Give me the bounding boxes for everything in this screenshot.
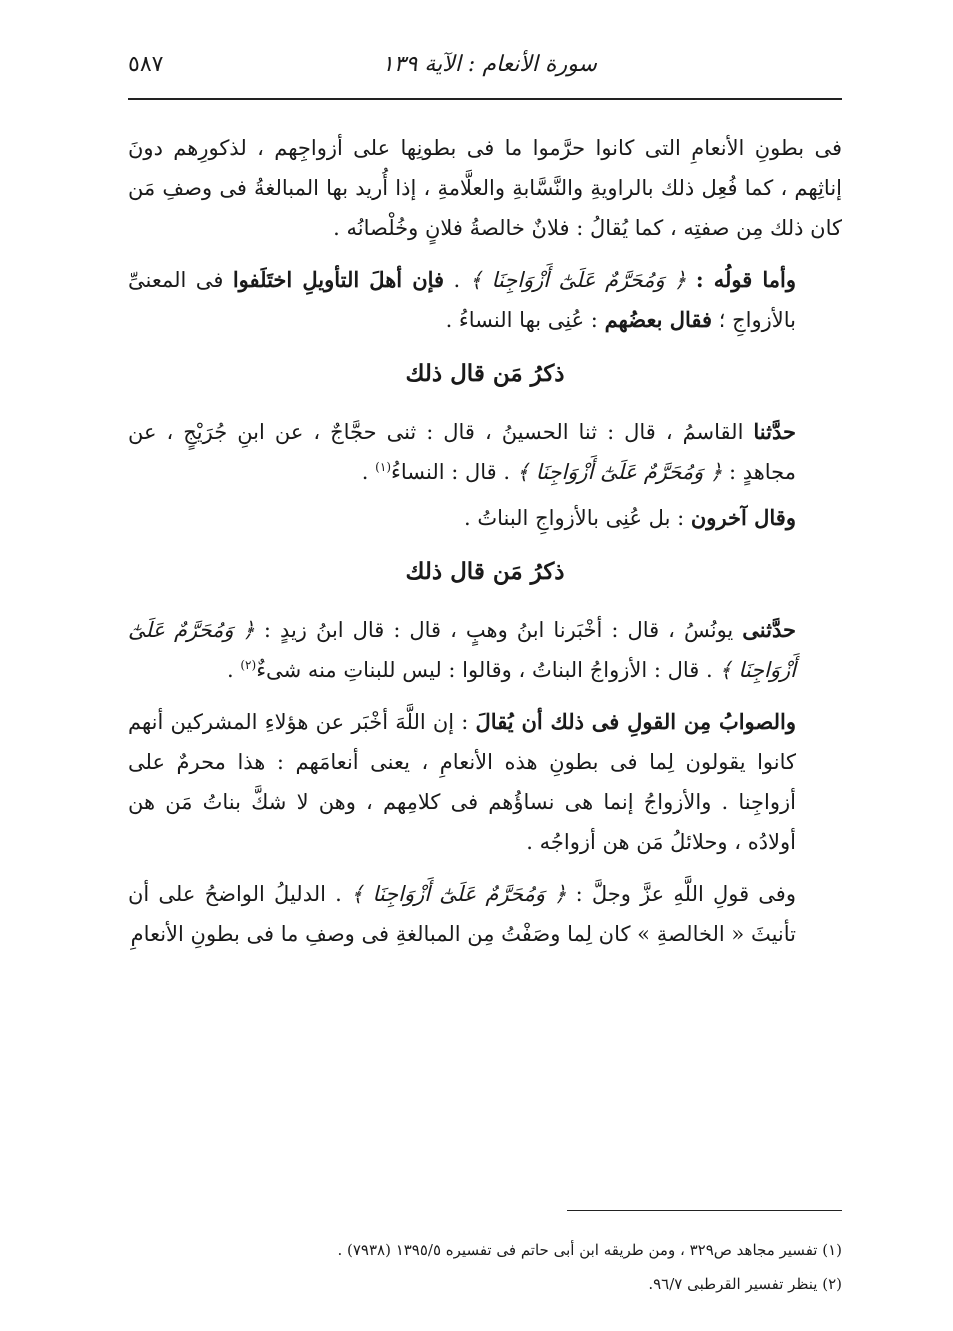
paragraph-7: [128, 874, 842, 954]
paragraph-2: [128, 260, 842, 340]
section-heading-2: ذكرُ مَن قال ذلك: [405, 558, 565, 585]
footnote-rule: [567, 1210, 842, 1211]
section-heading-1: ذكرُ مَن قال ذلك: [405, 360, 565, 387]
header-rule: [128, 98, 842, 100]
p3-text1: القاسمُ ، قال : ثنا الحسينُ ، قال : ثنى حجَّاجٌ ، عن ابنِ جُرَيْجٍ ، عن مجاهدٍ :: [128, 420, 796, 484]
p2-lead: وأما قولُه :: [695, 267, 796, 292]
page-number: ٥٨٧: [128, 52, 164, 77]
running-header: [128, 46, 842, 94]
p5-text2: . قال : الأزواجُ البناتُ ، وقالوا : ليس للبناتِ منه شىءٌ: [256, 658, 713, 682]
p3-lead: حدَّثنا: [753, 419, 796, 444]
footnote-1: (١) تفسير مجاهد ص٣٢٩ ، ومن طريقه ابن أبى حاتم فى تفسيره ١٣٩٥/٥ (٧٩٣٨) .: [337, 1241, 842, 1259]
p2-bold3: فقال بعضُهم: [604, 307, 713, 332]
p6-text: : إن اللَّهَ أخْبَر عن هؤلاءِ المشركين أنهم كانوا يقولون لِما فى بطونِ هذه الأنعامِ ، يعنى أنعامَهم : هذا محرمٌ على أزواجِنا . والأزواجُ إنما هى نساؤُهم فى كلامِهم ، وهن لا شكَّ بناتُ مَن هن أولادُه ، وحلائلُ مَن هن أزواجُه .: [128, 710, 796, 854]
p2-quran-quote: ﴿ وَمُحَرَّمٌ عَلَىٰٓ أَزْوَاجِنَا ﴾: [469, 268, 687, 292]
p3-end: .: [361, 460, 369, 484]
paragraph-5: [128, 610, 842, 690]
p3-quran-quote: ﴿ وَمُحَرَّمٌ عَلَىٰٓ أَزْوَاجِنَا ﴾: [516, 460, 723, 484]
paragraph-4: [128, 498, 842, 538]
p2-text3: : عُنِى بها النساءُ .: [445, 308, 598, 332]
footnote-2: (٢) ينظر تفسير القرطبى ٩٦/٧.: [648, 1275, 842, 1293]
p5-lead: حدَّثنى: [742, 617, 796, 642]
footnotes: [128, 1236, 842, 1304]
p4-text: : بل عُنِى بالأزواجِ البناتُ .: [463, 506, 685, 530]
paragraph-3: [128, 412, 842, 492]
footnote-ref-2[interactable]: (٢): [240, 658, 257, 672]
p2-text2: فى المعنىِّ بالأزواجِ ؛: [128, 268, 796, 332]
paragraph-1: فى بطونِ الأنعامِ التى كانوا حرَّموا ما فى بطونِها على أزواجِهم ، لذكورِهم دونَ إناثِهم ، كما فُعِل ذلك بالراويةِ والنَّسَّابةِ والعلَّامةِ ، إذا أُريد بها المبالغةُ فى وصفِ مَن كان ذلك مِن صفتِه ، كما يُقالُ : فلانٌ خالصةُ فلانٍ وخُلْصانُه .: [128, 136, 842, 240]
p7-text2: . الدليلُ الواضحُ على أن تأنيثَ « الخالصةِ » كان لِما وصَفْتُ مِن المبالغةِ فى وصفِ ما فى بطونِ الأنعامِ: [128, 882, 796, 946]
p7-text1: وفى قولِ اللَّهِ عزَّ وجلَّ :: [575, 882, 796, 906]
p2-bold2: فإن أهلَ التأويلِ اختَلَفوا: [232, 267, 445, 292]
p5-end: .: [226, 658, 234, 682]
p2-mid: .: [453, 268, 461, 292]
header-title: سورة الأنعام : الآية ١٣٩: [381, 52, 597, 77]
main-text: [128, 128, 842, 966]
p5-text1: يونُسُ ، قال : أخْبَرنا ابنُ وهبٍ ، قال : قال ابنُ زيدٍ :: [263, 618, 734, 642]
footnote-ref-1[interactable]: (١): [375, 460, 391, 474]
p5-quran-quote: ﴿ وَمُحَرَّمٌ عَلَىٰٓ أَزْوَاجِنَا ﴾: [128, 618, 796, 682]
paragraph-6: [128, 702, 842, 862]
p7-quran-quote: ﴿ وَمُحَرَّمٌ عَلَىٰٓ أَزْوَاجِنَا ﴾: [350, 882, 567, 906]
p3-text2: . قال : النساءُ: [391, 460, 511, 484]
p4-lead: وقال آخرون: [690, 505, 796, 530]
p6-lead: والصوابُ مِن القولِ فى ذلك أن يُقالَ: [475, 709, 796, 734]
